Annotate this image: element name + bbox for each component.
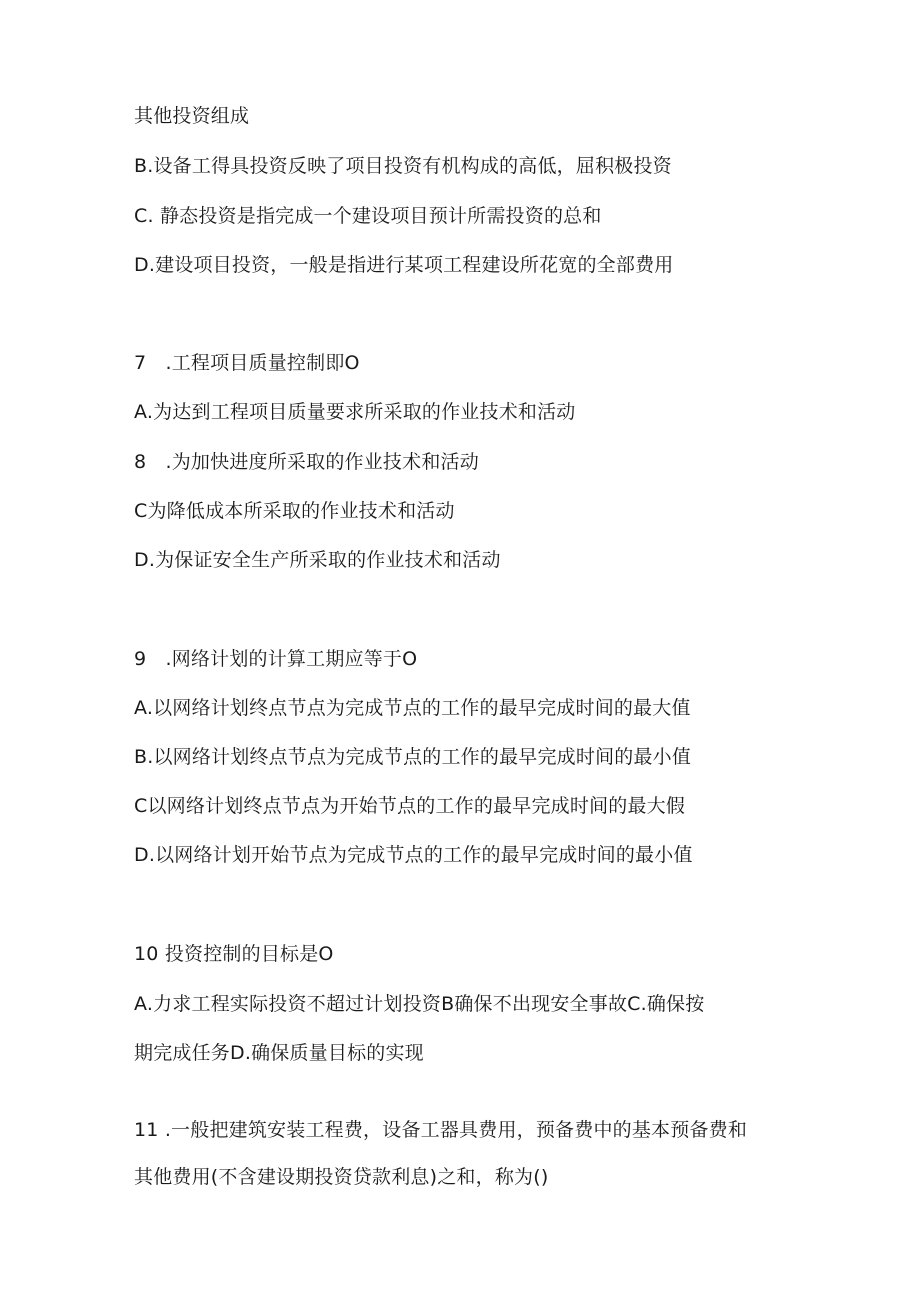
option-c-line: C. 静态投资是指完成一个建设项目预计所需投资的总和: [134, 205, 602, 227]
options-line: A.力求工程实际投资不超过计划投资B确保不出现安全事故C.确保按: [134, 993, 705, 1015]
question-11: 11 .一般把建筑安装工程费，设备工器具费用，预备费中的基本预备费和: [134, 1119, 748, 1141]
text-line: 其他投资组成: [134, 105, 250, 127]
option-b-line: B.设备工得具投资反映了项目投资有机构成的高低，屈积极投资: [134, 155, 672, 177]
option-a-line: A.以网络计划终点节点为完成节点的工作的最早完成时间的最大值: [134, 697, 691, 719]
option-d-line: D.为保证安全生产所采取的作业技术和活动: [134, 549, 501, 571]
question-10: 10 投资控制的目标是O: [134, 943, 334, 965]
option-c-line: C为降低成本所采取的作业技术和活动: [134, 500, 455, 522]
question-7: 7 .工程项目质量控制即O: [134, 352, 360, 374]
option-d-line: D.建设项目投资，一般是指进行某项工程建设所花宽的全部费用: [134, 254, 674, 276]
option-b-line: B.以网络计划终点节点为完成节点的工作的最早完成时间的最小值: [134, 746, 692, 768]
option-d-line: D.以网络计划开始节点为完成节点的工作的最早完成时间的最小值: [134, 844, 693, 866]
option-a-line: A.为达到工程项目质量要求所采取的作业技术和活动: [134, 401, 576, 423]
question-8: 8 .为加快进度所采取的作业技术和活动: [134, 451, 479, 473]
question-9: 9 .网络计划的计算工期应等于O: [134, 648, 418, 670]
question-11-continued: 其他费用(不含建设期投资贷款利息)之和，称为(): [134, 1166, 549, 1188]
options-line-continued: 期完成任务D.确保质量目标的实现: [134, 1042, 424, 1064]
option-c-line: C以网络计划终点节点为开始节点的工作的最早完成时间的最大假: [134, 795, 686, 817]
